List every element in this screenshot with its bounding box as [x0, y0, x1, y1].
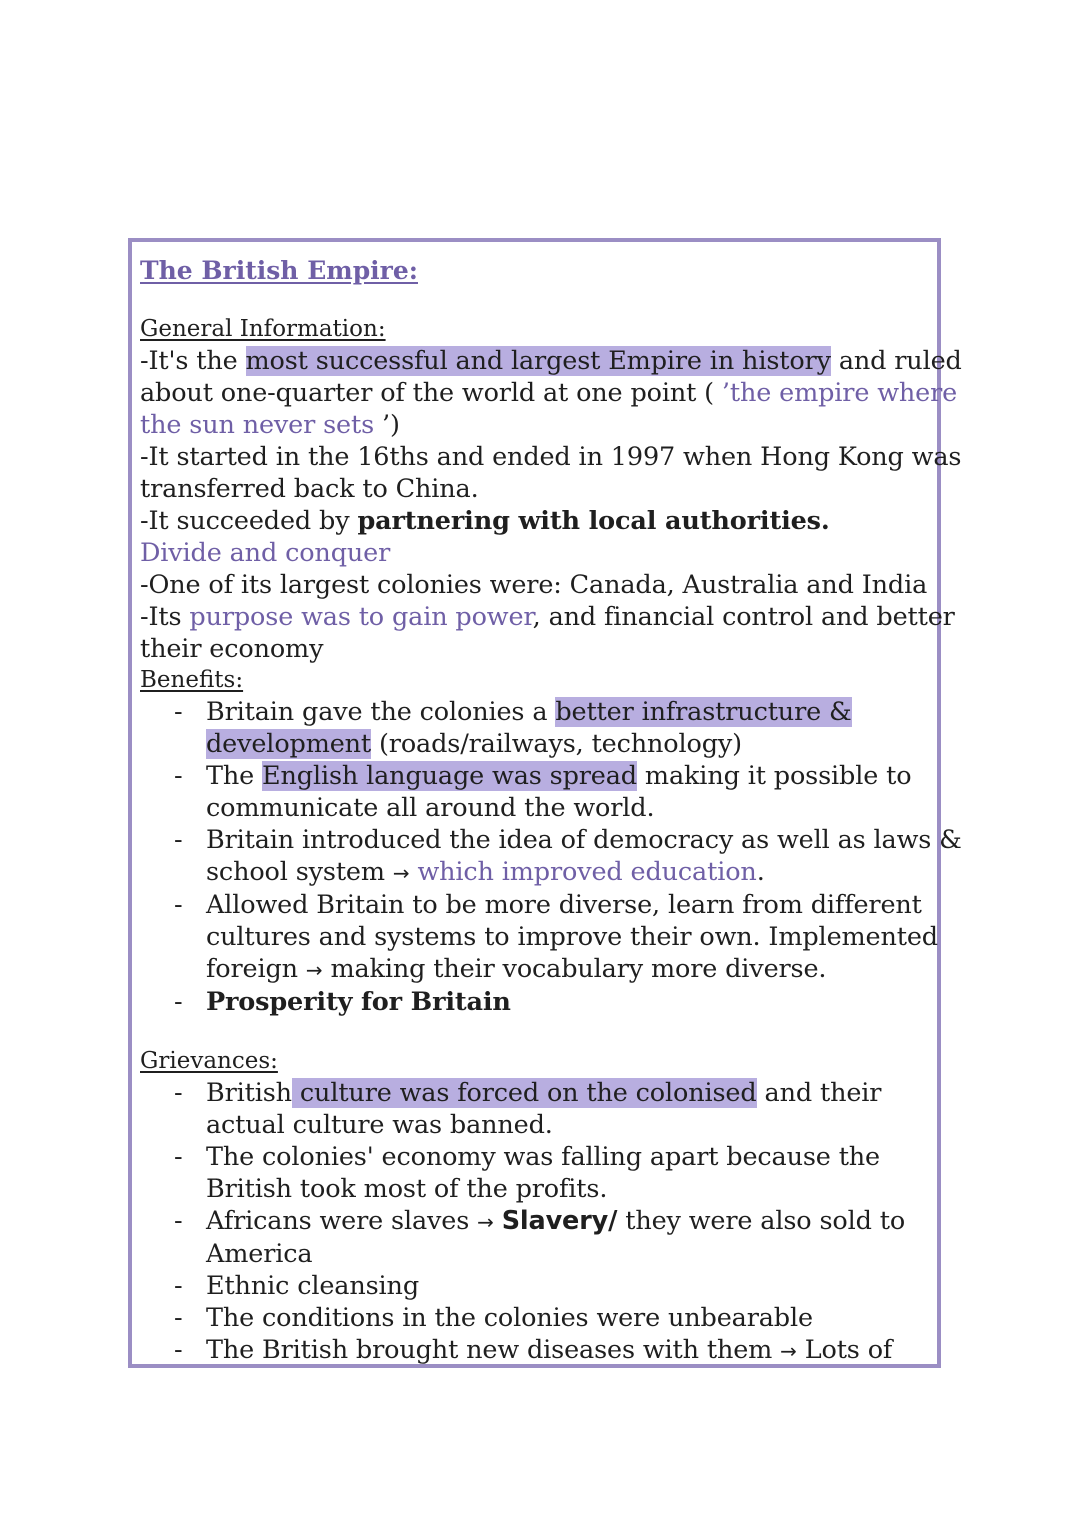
list-line	[206, 728, 937, 760]
highlight-text: English language was spread	[262, 761, 637, 791]
purple-text: purpose was to gain power	[189, 602, 533, 632]
bullet-dash: -	[174, 1271, 183, 1301]
list-line: Prosperity for Britain	[206, 987, 511, 1017]
bullet-dash: -	[174, 1078, 183, 1108]
arrow-right-icon: →	[477, 1210, 494, 1234]
text-run: -It succeeded by	[140, 506, 358, 536]
text-run: ’)	[381, 410, 400, 440]
grievances-list	[140, 1077, 937, 1367]
general-line-10: their economy	[140, 634, 324, 664]
list-line: actual culture was banned.	[206, 1110, 553, 1140]
text-run: about one-quarter of the world at one point (	[140, 378, 722, 408]
benefits-list	[140, 696, 962, 1018]
text-run: they were also sold to	[617, 1206, 906, 1236]
list-line: British took most of the profits.	[206, 1174, 608, 1204]
general-line-3	[140, 409, 937, 441]
list-item	[174, 889, 937, 986]
list-line: Allowed Britain to be more diverse, learn from different	[206, 890, 922, 920]
bold-text: Slavery/	[501, 1206, 618, 1236]
note-card	[128, 238, 962, 1368]
general-line-5: transferred back to China.	[140, 474, 479, 504]
list-item	[174, 1270, 937, 1302]
general-line-1	[140, 345, 962, 377]
list-item	[174, 696, 937, 760]
text-run: .	[756, 857, 765, 887]
grievances-heading: Grievances:	[140, 1048, 278, 1074]
list-line	[206, 696, 937, 728]
general-line-8: -One of its largest colonies were: Canada, Australia and India	[140, 570, 928, 600]
list-item	[174, 1141, 937, 1205]
text-run: -Its	[140, 602, 190, 632]
text-run: making their vocabulary more diverse.	[322, 954, 827, 984]
highlight-text: better infrastructure &	[555, 697, 852, 727]
text-run: and ruled	[830, 346, 962, 376]
page-title: The British Empire:	[140, 256, 418, 285]
list-line: The colonies' economy was falling apart because the	[206, 1142, 881, 1172]
text-run: (roads/railways, technology)	[371, 729, 742, 759]
text-run: The British brought new diseases with them	[206, 1335, 781, 1365]
general-line-6	[140, 505, 937, 537]
list-line	[206, 856, 937, 889]
text-run: -It's the	[140, 346, 246, 376]
text-run: Britain gave the colonies a	[206, 697, 556, 727]
text-run: British	[206, 1078, 292, 1108]
highlight-text: culture was forced on the colonised	[291, 1078, 757, 1108]
list-line	[206, 1205, 937, 1238]
bullet-dash: -	[174, 825, 183, 855]
arrow-right-icon: →	[392, 861, 410, 885]
list-line: Britain introduced the idea of democracy as well as laws &	[206, 825, 962, 855]
bullet-dash: -	[174, 761, 183, 791]
general-line-4: -It started in the 16ths and ended in 1997 when Hong Kong was	[140, 442, 962, 472]
text-run: and their	[756, 1078, 882, 1108]
quote-text: the sun never sets	[140, 410, 382, 440]
benefits-heading: Benefits:	[140, 667, 244, 693]
list-line: cultures and systems to improve their own. Implemented	[206, 922, 938, 952]
list-item	[174, 824, 962, 889]
bullet-dash: -	[174, 697, 183, 727]
spacer	[140, 290, 937, 314]
list-item	[174, 1205, 937, 1270]
text-run: foreign	[206, 954, 306, 984]
list-line: America	[206, 1239, 313, 1269]
spacer	[140, 1018, 937, 1046]
text-run: Africans were slaves	[206, 1206, 478, 1236]
text-run: making it possible to	[636, 761, 912, 791]
quote-text: ’the empire where	[721, 378, 958, 408]
bullet-dash: -	[174, 1142, 183, 1172]
highlight-text: most successful and largest Empire in history	[245, 346, 831, 376]
text-run: school system	[206, 857, 393, 887]
list-line: Ethnic cleansing	[206, 1271, 419, 1301]
general-line-9	[140, 601, 955, 633]
list-line: The conditions in the colonies were unbearable	[206, 1303, 813, 1333]
list-line	[206, 1077, 937, 1109]
list-line	[206, 760, 937, 792]
list-line	[206, 953, 937, 986]
highlight-text: development	[206, 729, 372, 759]
list-item	[174, 1077, 937, 1141]
general-heading: General Information:	[140, 316, 386, 342]
list-item	[174, 1334, 937, 1367]
bullet-dash: -	[174, 1303, 183, 1333]
bullet-dash: -	[174, 890, 183, 920]
list-line: communicate all around the world.	[206, 793, 655, 823]
list-item	[174, 1302, 937, 1334]
text-run: , and financial control and better	[532, 602, 955, 632]
arrow-right-icon: →	[780, 1339, 797, 1363]
bullet-dash: -	[174, 1335, 183, 1365]
general-line-7: Divide and conquer	[140, 538, 391, 568]
text-run: Lots of	[796, 1335, 893, 1365]
purple-text: which improved education	[417, 857, 757, 887]
bold-text: partnering with local authorities.	[357, 506, 830, 536]
bullet-dash: -	[174, 987, 183, 1017]
text-run: The	[206, 761, 263, 791]
list-item	[174, 986, 937, 1018]
list-line	[206, 1334, 937, 1367]
bullet-dash: -	[174, 1206, 183, 1236]
arrow-right-icon: →	[305, 958, 323, 982]
list-item	[174, 760, 937, 824]
general-line-2	[140, 377, 958, 409]
